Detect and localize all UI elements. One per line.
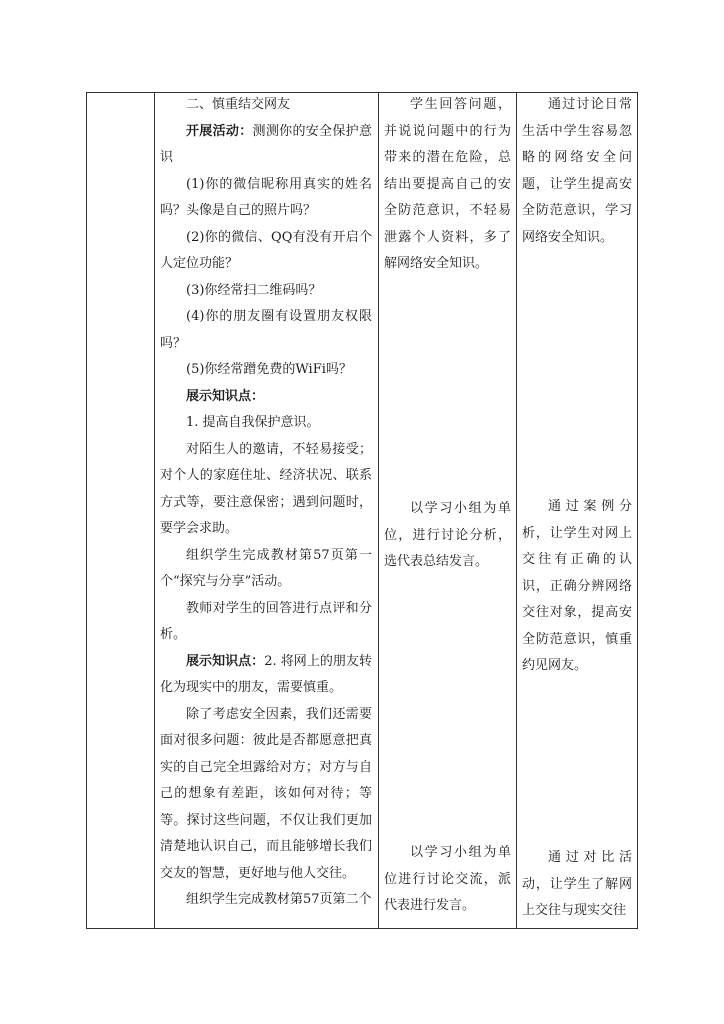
paragraph-text: 2. 将网上的朋友转化为现实中的朋友，需要慎重。 (160, 653, 372, 695)
teacher-activity-column (160, 92, 372, 914)
teaching-paragraph (160, 649, 372, 702)
paragraph-text: 除了考虑安全因素，我们还需要面对很多问题：彼此是否都愿意把真实的自己完全坦露给对方；对方与自己的想象有差距，该如何对待；等等。探讨这些问题，不仅让我们更加清楚地认识自己，而且能够增长我们交友的智慧，更好地与他人交往。 (160, 706, 372, 881)
teaching-paragraph (160, 702, 372, 888)
paragraph-text: (5)你经常蹭免费的WiFi吗？ (186, 362, 352, 377)
teaching-paragraph (160, 357, 372, 384)
teaching-paragraph (160, 172, 372, 225)
paragraph-text: 组织学生完成教材第57页第二个 (186, 892, 372, 907)
design-intent-block (522, 494, 632, 680)
design-intent-text: 通过对比活动，让学生了解网上交往与现实交往 (522, 850, 632, 918)
student-activity-text: 以学习小组为单位进行讨论交流，派代表进行发言。 (384, 845, 511, 913)
teaching-paragraph (160, 119, 372, 172)
bold-label: 开展活动： (186, 123, 253, 139)
teaching-paragraph (160, 410, 372, 437)
column-divider-1 (154, 92, 155, 929)
student-activity-text: 学生回答问题，并说说问题中的行为带来的潜在危险，总结出要提高自己的安全防范意识，不轻易泄露个人资料，多了解网络安全知识。 (384, 97, 511, 271)
bold-label: 展示知识点： (186, 388, 265, 404)
column-divider-3 (516, 92, 517, 929)
paragraph-text: 教师对学生的回答进行点评和分析。 (160, 600, 372, 642)
paragraph-text: (1)你的微信昵称用真实的姓名吗？头像是自己的照片吗？ (160, 176, 372, 218)
student-activity-block (384, 92, 511, 278)
design-intent-block (522, 92, 632, 251)
design-intent-text: 通过讨论日常生活中学生容易忽略的网络安全问题，让学生提高安全防范意识，学习网络安全知识。 (522, 97, 632, 245)
teaching-paragraph (160, 92, 372, 119)
paragraph-text: 组织学生完成教材第57页第一个“探究与分享”活动。 (160, 547, 372, 589)
paragraph-text: 测测你的安全保护意识 (160, 123, 372, 165)
teaching-paragraph (160, 596, 372, 649)
design-intent-block (522, 845, 632, 925)
paragraph-text: (4)你的朋友圈有设置朋友权限吗？ (160, 309, 372, 351)
student-activity-block (384, 496, 511, 576)
column-divider-2 (378, 92, 379, 929)
teaching-paragraph (160, 887, 372, 914)
paragraph-text: 1. 提高自我保护意识。 (186, 415, 320, 430)
design-intent-text: 通过案例分析，让学生对网上交往有正确的认识，正确分辨网络交往对象，提高安全防范意识，慎重约见网友。 (522, 499, 632, 673)
teaching-paragraph (160, 278, 372, 305)
bold-label: 展示知识点： (186, 653, 265, 669)
teaching-paragraph (160, 304, 372, 357)
student-activity-block (384, 840, 511, 920)
teaching-paragraph (160, 225, 372, 278)
paragraph-text: (2)你的微信、QQ有没有开启个人定位功能？ (160, 229, 372, 271)
paragraph-text: (3)你经常扫二维码吗？ (186, 282, 322, 298)
paragraph-text: 二、慎重结交网友 (186, 97, 291, 112)
paragraph-text: 对陌生人的邀请，不轻易接受；对个人的家庭住址、经济状况、联系方式等，要注意保密；遇到问题时，要学会求助。 (160, 441, 372, 536)
teaching-paragraph (160, 384, 372, 411)
student-activity-text: 以学习小组为单位，进行讨论分析，选代表总结发言。 (384, 501, 511, 569)
teaching-paragraph (160, 543, 372, 596)
teaching-paragraph (160, 437, 372, 543)
